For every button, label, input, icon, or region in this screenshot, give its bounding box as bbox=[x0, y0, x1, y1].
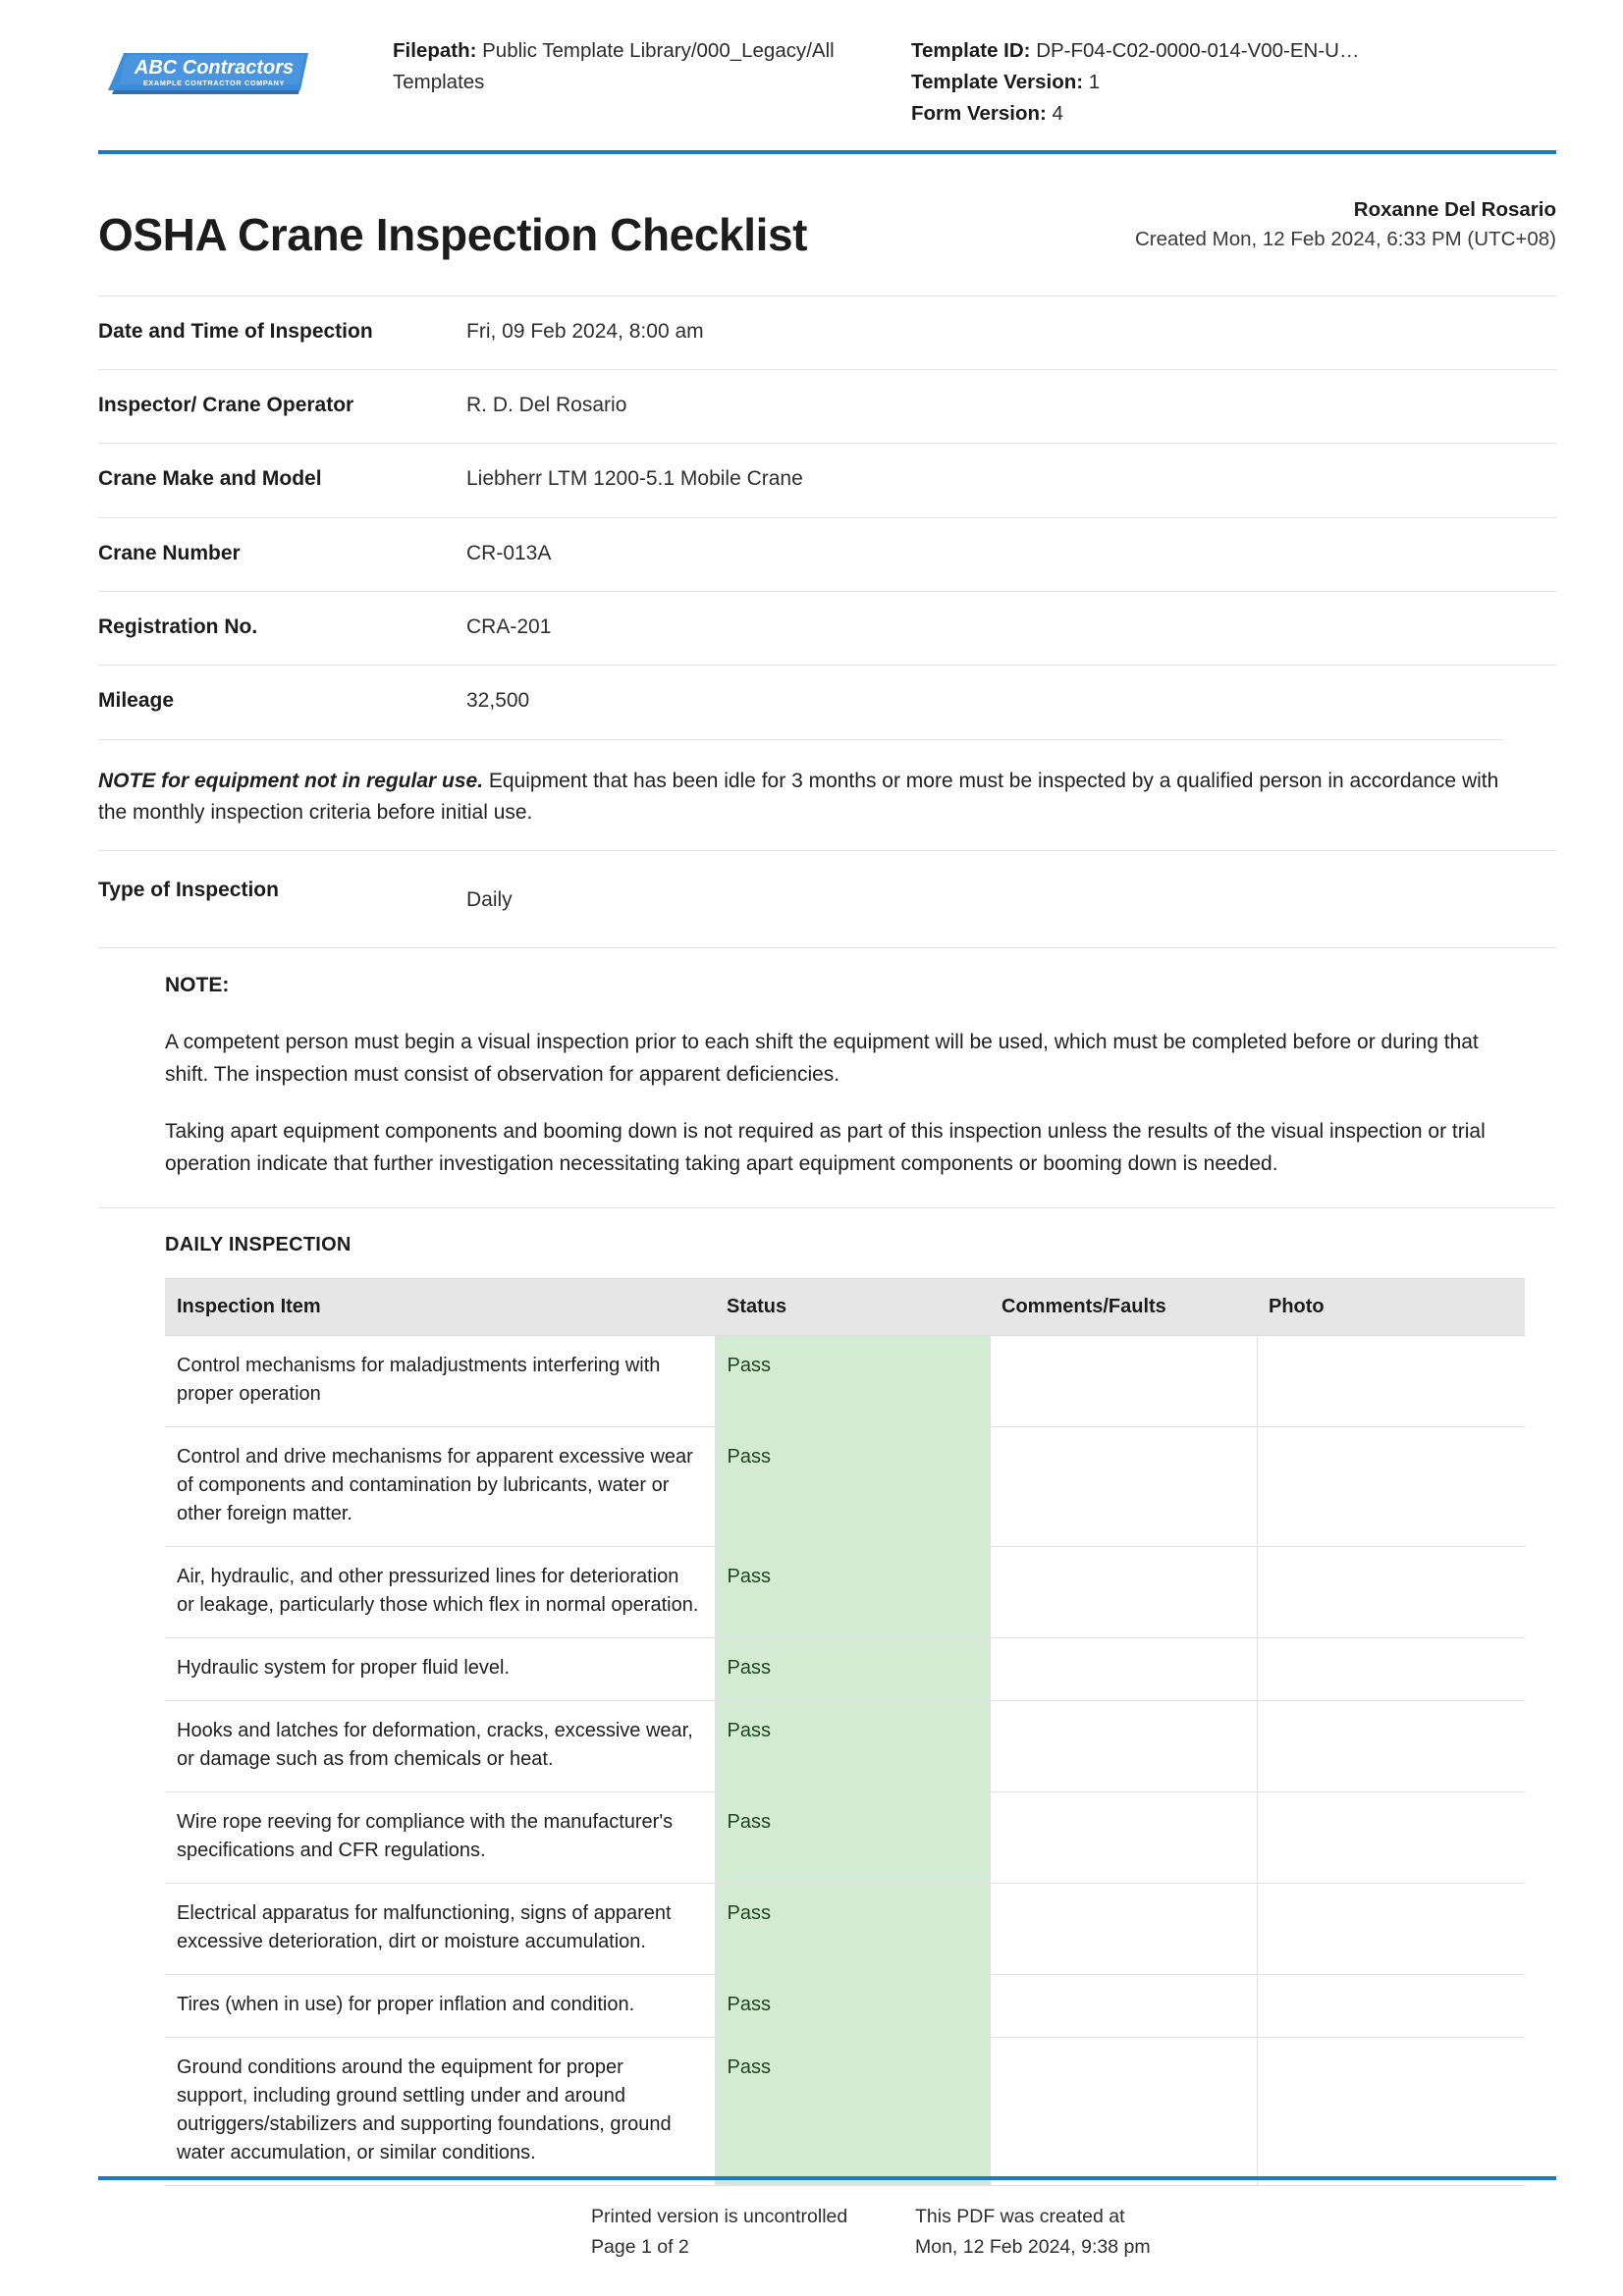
document-header bbox=[0, 0, 1623, 129]
footer-spacer bbox=[98, 2202, 591, 2263]
field-label: Mileage bbox=[98, 689, 175, 713]
footer-printed-notice: Printed version is uncontrolled bbox=[591, 2205, 848, 2227]
daily-inspection-section bbox=[98, 1207, 1556, 2186]
cell-status[interactable]: Pass bbox=[715, 1427, 990, 1547]
table-body bbox=[165, 1336, 1525, 2186]
cell-photo[interactable] bbox=[1257, 1336, 1525, 1427]
cell-status[interactable]: Pass bbox=[715, 1975, 990, 2038]
field-row bbox=[98, 517, 1556, 591]
field-value: Fri, 09 Feb 2024, 8:00 am bbox=[466, 319, 704, 343]
cell-inspection-item: Control mechanisms for maladjustments interfering with proper operation bbox=[165, 1336, 715, 1427]
cell-comments[interactable] bbox=[990, 1701, 1257, 1792]
inspection-fields bbox=[98, 295, 1556, 947]
note-heading: NOTE: bbox=[165, 973, 230, 996]
table-row bbox=[165, 1884, 1525, 1975]
form-version-label: Form Version: bbox=[911, 101, 1047, 125]
cell-photo[interactable] bbox=[1257, 1427, 1525, 1547]
logo-brand-text: ABC Contractors bbox=[134, 57, 295, 79]
field-label: Registration No. bbox=[98, 615, 258, 639]
company-logo bbox=[98, 27, 393, 110]
cell-status[interactable]: Pass bbox=[715, 2038, 990, 2186]
table-row bbox=[165, 1792, 1525, 1884]
table-row bbox=[165, 1638, 1525, 1701]
field-label: Inspector/ Crane Operator bbox=[98, 394, 354, 417]
author-name: Roxanne Del Rosario bbox=[1353, 198, 1556, 222]
template-meta-block bbox=[874, 27, 1556, 129]
footer-right-block bbox=[915, 2202, 1556, 2263]
template-id-label: Template ID: bbox=[911, 39, 1031, 62]
daily-inspection-table bbox=[165, 1278, 1525, 2186]
table-row bbox=[165, 1701, 1525, 1792]
cell-comments[interactable] bbox=[990, 1336, 1257, 1427]
cell-photo[interactable] bbox=[1257, 1884, 1525, 1975]
note-paragraph: Taking apart equipment components and booming down is not required as part of this inspection unless the results of the visual inspection or trial operation indicate that further investigation necessitating taking apart equipment components or booming down is needed. bbox=[165, 1120, 1486, 1175]
field-value: CR-013A bbox=[466, 541, 552, 564]
cell-photo[interactable] bbox=[1257, 1975, 1525, 2038]
cell-photo[interactable] bbox=[1257, 1792, 1525, 1884]
abc-contractors-logo-icon bbox=[98, 41, 312, 110]
page-title: OSHA Crane Inspection Checklist bbox=[98, 209, 808, 261]
field-value: CRA-201 bbox=[466, 615, 552, 639]
cell-comments[interactable] bbox=[990, 2038, 1257, 2186]
equipment-note bbox=[98, 739, 1502, 850]
logo-tagline-text: EXAMPLE CONTRACTOR COMPANY bbox=[142, 79, 286, 87]
cell-inspection-item: Electrical apparatus for malfunctioning, signs of apparent excessive deterioration, dirt or moisture accumulation. bbox=[165, 1884, 715, 1975]
table-row bbox=[165, 1975, 1525, 2038]
table-row bbox=[165, 1427, 1525, 1547]
filepath-value: Public Template Library/000_Legacy/All Templates bbox=[393, 39, 835, 93]
table-header-row bbox=[165, 1279, 1525, 1336]
cell-inspection-item: Wire rope reeving for compliance with the manufacturer's specifications and CFR regulations. bbox=[165, 1792, 715, 1884]
created-timestamp: Created Mon, 12 Feb 2024, 6:33 PM (UTC+08) bbox=[1134, 228, 1556, 251]
field-label: Date and Time of Inspection bbox=[98, 319, 373, 343]
cell-status[interactable]: Pass bbox=[715, 1884, 990, 1975]
cell-comments[interactable] bbox=[990, 1792, 1257, 1884]
table-caption: DAILY INSPECTION bbox=[165, 1234, 352, 1256]
cell-inspection-item: Air, hydraulic, and other pressurized lines for deterioration or leakage, particularly those which flex in normal operation. bbox=[165, 1547, 715, 1638]
cell-comments[interactable] bbox=[990, 1975, 1257, 2038]
table-row bbox=[165, 1547, 1525, 1638]
field-row bbox=[98, 665, 1556, 738]
column-header-status: Status bbox=[715, 1279, 990, 1336]
type-of-inspection-row bbox=[98, 850, 1556, 947]
document-footer bbox=[0, 2176, 1623, 2263]
field-row bbox=[98, 443, 1556, 516]
filepath-label: Filepath: bbox=[393, 39, 477, 62]
cell-comments[interactable] bbox=[990, 1638, 1257, 1701]
note-paragraph: A competent person must begin a visual inspection prior to each shift the equipment will be used, which must be completed before or during that shift. The inspection must consist of observation for apparent deficiencies. bbox=[165, 1030, 1479, 1086]
cell-status[interactable]: Pass bbox=[715, 1336, 990, 1427]
cell-photo[interactable] bbox=[1257, 1638, 1525, 1701]
cell-inspection-item: Control and drive mechanisms for apparent excessive wear of components and contamination by lubricants, water or other foreign matter. bbox=[165, 1427, 715, 1547]
equipment-note-body: Equipment that has been idle for 3 months or more must be inspected by a qualified person in accordance with the monthly inspection criteria before initial use. bbox=[98, 769, 1499, 824]
field-label: Crane Number bbox=[98, 541, 241, 564]
footer-left-block bbox=[591, 2202, 915, 2263]
cell-inspection-item: Hooks and latches for deformation, cracks, excessive wear, or damage such as from chemicals or heat. bbox=[165, 1701, 715, 1792]
cell-status[interactable]: Pass bbox=[715, 1792, 990, 1884]
column-header-photo: Photo bbox=[1257, 1279, 1525, 1336]
footer-pdf-created-label: This PDF was created at bbox=[915, 2205, 1125, 2227]
footer-page-number: Page 1 of 2 bbox=[591, 2235, 689, 2258]
field-row bbox=[98, 369, 1556, 443]
field-row bbox=[98, 295, 1556, 369]
title-row bbox=[0, 154, 1623, 259]
cell-photo[interactable] bbox=[1257, 2038, 1525, 2186]
equipment-note-lead: NOTE for equipment not in regular use. bbox=[98, 769, 484, 792]
cell-comments[interactable] bbox=[990, 1427, 1257, 1547]
field-row bbox=[98, 591, 1556, 665]
column-header-comments: Comments/Faults bbox=[990, 1279, 1257, 1336]
form-version-value: 4 bbox=[1052, 101, 1063, 125]
footer-pdf-created-timestamp: Mon, 12 Feb 2024, 9:38 pm bbox=[915, 2235, 1151, 2258]
template-version-value: 1 bbox=[1088, 70, 1101, 93]
filepath-block bbox=[393, 27, 874, 98]
cell-photo[interactable] bbox=[1257, 1547, 1525, 1638]
cell-inspection-item: Hydraulic system for proper fluid level. bbox=[165, 1638, 715, 1701]
table-row bbox=[165, 1336, 1525, 1427]
cell-inspection-item: Ground conditions around the equipment for proper support, including ground settling under and around outriggers/stabilizers and supporting foundations, ground water accumulation, or similar conditions. bbox=[165, 2038, 715, 2186]
table-row bbox=[165, 2038, 1525, 2186]
cell-comments[interactable] bbox=[990, 1547, 1257, 1638]
cell-status[interactable]: Pass bbox=[715, 1547, 990, 1638]
field-value: R. D. Del Rosario bbox=[466, 394, 627, 417]
cell-comments[interactable] bbox=[990, 1884, 1257, 1975]
cell-inspection-item: Tires (when in use) for proper inflation and condition. bbox=[165, 1975, 715, 2038]
template-version-label: Template Version: bbox=[911, 70, 1084, 93]
template-id-value: DP-F04-C02-0000-014-V00-EN-U… bbox=[1036, 39, 1360, 62]
column-header-inspection-item: Inspection Item bbox=[165, 1279, 715, 1336]
document-meta bbox=[1135, 195, 1556, 259]
field-value: Liebherr LTM 1200-5.1 Mobile Crane bbox=[466, 467, 803, 491]
cell-photo[interactable] bbox=[1257, 1701, 1525, 1792]
type-of-inspection-label: Type of Inspection bbox=[98, 878, 279, 901]
note-section bbox=[98, 947, 1556, 1180]
type-of-inspection-value: Daily bbox=[466, 887, 513, 911]
field-value: 32,500 bbox=[466, 689, 530, 713]
cell-status[interactable]: Pass bbox=[715, 1701, 990, 1792]
cell-status[interactable]: Pass bbox=[715, 1638, 990, 1701]
field-label: Crane Make and Model bbox=[98, 467, 322, 491]
